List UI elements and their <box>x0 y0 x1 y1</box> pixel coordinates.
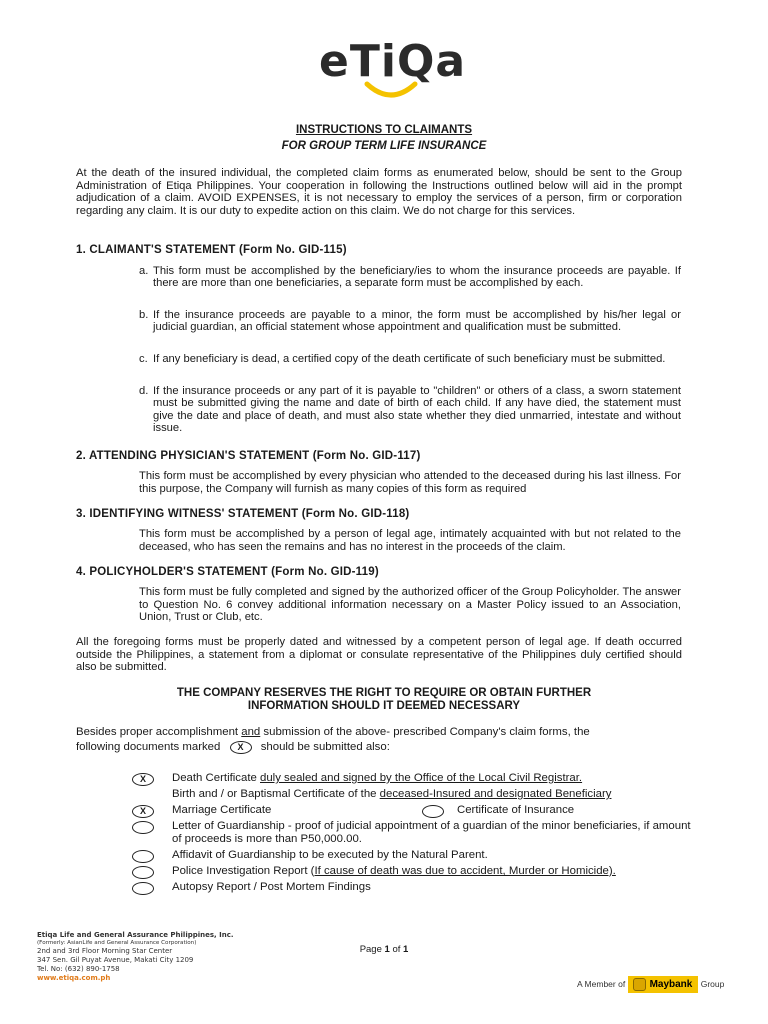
checkbox-police-report[interactable] <box>132 866 154 879</box>
page-title: INSTRUCTIONS TO CLAIMANTS <box>295 124 473 136</box>
section-4-heading: 4. POLICYHOLDER'S STATEMENT (Form No. GID-119) <box>76 566 379 578</box>
section-2-text: This form must be accomplished by every physician who attended to the deceased during his last illness. For this purpose, the Company will furnish as many copies of this form as required <box>139 470 681 495</box>
certificate-of-insurance-label: Certificate of Insurance <box>457 804 575 816</box>
logo-smile-icon <box>363 80 419 102</box>
page-subtitle: FOR GROUP TERM LIFE INSURANCE <box>281 140 487 152</box>
section-1-item-a: a. This form must be accomplished by the beneficiary/ies to whom the insurance proceeds are payable. If there are more than one beneficiaries, a separate form must be accomplished by each. <box>139 265 681 290</box>
member-text: A Member of <box>577 978 626 989</box>
checkbox-death-certificate[interactable]: X <box>132 773 154 786</box>
footer-company-block <box>37 931 297 982</box>
page-number: Page 1 of 1 <box>359 944 409 955</box>
footer-address-2: 347 Sen. Gil Puyat Avenue, Makati City 1209 <box>37 956 194 964</box>
etiqa-logo <box>319 36 469 100</box>
maybank-tiger-icon <box>633 978 646 991</box>
death-certificate-label: Death Certificate duly sealed and signed by the Office of the Local Civil Registrar. <box>172 772 583 784</box>
reserve-line-1: THE COMPANY RESERVES THE RIGHT TO REQUIRE OR OBTAIN FURTHER <box>176 687 592 699</box>
section-3-text: This form must be accomplished by a person of legal age, intimately acquainted with but not related to the deceased, who has seen the remains and has no interest in the proceeds of the claim. <box>139 528 681 553</box>
footer-tel: Tel. No: (632) 890-1758 <box>37 965 120 973</box>
section-2-heading: 2. ATTENDING PHYSICIAN'S STATEMENT (Form No. GID-117) <box>76 450 421 462</box>
maybank-member-badge <box>577 976 724 993</box>
besides-line-1: Besides proper accomplishment and submission of the above- prescribed Company's claim forms, the <box>76 726 590 738</box>
intro-paragraph: At the death of the insured individual, the completed claim forms as enumerated below, should be sent to the Group Administration of Etiqa Philippines. Your cooperation in following the Instructions outlined below will aid in the prompt adjudication of a claim. AVOID EXPENSES, it is not necessary to employ the services of a person, firm or corporation regarding any claim. It is our duty to expedite action on this claim. We do not charge for this services. <box>76 167 682 217</box>
police-report-label: Police Investigation Report (If cause of death was due to accident, Murder or Homicide). <box>172 865 616 877</box>
footer-address-1: 2nd and 3rd Floor Morning Star Center <box>37 947 173 955</box>
footer-website-link[interactable]: www.etiqa.com.ph <box>37 974 111 982</box>
section-4-text: This form must be fully completed and signed by the authorized officer of the Group Policyholder. The answer to Question No. 6 convey additional information necessary on a Master Policy issued to an Association, Union, Trust or Club, etc. <box>139 586 681 624</box>
birth-certificate-label: Birth and / or Baptismal Certificate of the deceased-Insured and designated Beneficiary <box>172 788 612 800</box>
affidavit-of-guardianship-label: Affidavit of Guardianship to be executed by the Natural Parent. <box>172 849 488 861</box>
example-mark-oval: X <box>230 741 252 754</box>
section-1-item-d: d. If the insurance proceeds or any part of it is payable to "children" or others of a class, a sworn statement must be submitted giving the name and date of birth of each child. If any have died, the statement must give the date and place of death, and must also state whether they died unmarried, intestate and without issue. <box>139 385 681 435</box>
besides-line-2: following documents marked X should be submitted also: <box>76 741 390 753</box>
group-text: Group <box>700 978 725 989</box>
autopsy-report-label: Autopsy Report / Post Mortem Findings <box>172 881 371 893</box>
marriage-certificate-label: Marriage Certificate <box>172 804 272 816</box>
maybank-logo: Maybank <box>628 976 699 993</box>
section-3-heading: 3. IDENTIFYING WITNESS' STATEMENT (Form No. GID-118) <box>76 508 410 520</box>
letter-of-guardianship-label: Letter of Guardianship - proof of judicial appointment of a guardian of the minor beneficiaries, if amount of proceeds is more than P50,000.00. <box>172 820 691 845</box>
checkbox-affidavit-of-guardianship[interactable] <box>132 850 154 863</box>
logo-text: eTiQa <box>319 36 467 87</box>
footer-formerly: (Formerly: AsianLife and General Assurance Corporation) <box>37 940 197 946</box>
footer-company-name: Etiqa Life and General Assurance Philippines, Inc. <box>37 931 234 939</box>
section-1-item-b: b. If the insurance proceeds are payable to a minor, the form must be accomplished by his/her legal or judicial guardian, an official statement whose appointment and qualification must be submitted. <box>139 309 681 334</box>
checkbox-marriage-certificate[interactable]: X <box>132 805 154 818</box>
checkbox-letter-of-guardianship[interactable] <box>132 821 154 834</box>
checkbox-autopsy-report[interactable] <box>132 882 154 895</box>
section-1-heading: 1. CLAIMANT'S STATEMENT (Form No. GID-115) <box>76 244 347 256</box>
foregoing-paragraph: All the foregoing forms must be properly dated and witnessed by a competent person of legal age. If death occurred outside the Philippines, a statement from a diplomat or consulate representative of the Philippines duly certified should also be submitted. <box>76 636 682 674</box>
reserve-line-2: INFORMATION SHOULD IT DEEMED NECESSARY <box>247 700 521 712</box>
checkbox-certificate-of-insurance[interactable] <box>422 805 444 818</box>
section-1-item-c: c. If any beneficiary is dead, a certified copy of the death certificate of such beneficiary must be submitted. <box>139 353 666 365</box>
